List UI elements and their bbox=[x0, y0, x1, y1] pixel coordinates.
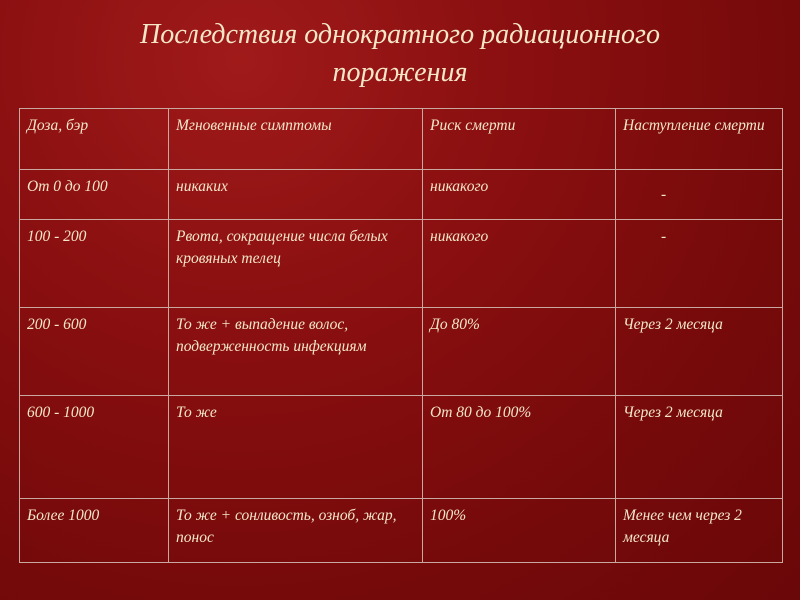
cell-death-risk: От 80 до 100% bbox=[423, 396, 616, 499]
cell-dose: 200 - 600 bbox=[20, 308, 169, 396]
cell-dose: 600 - 1000 bbox=[20, 396, 169, 499]
cell-symptoms: Рвота, сокращение числа белых кровяных телец bbox=[169, 220, 423, 308]
cell-symptoms: То же bbox=[169, 396, 423, 499]
table-row bbox=[20, 220, 783, 308]
cell-symptoms: никаких bbox=[169, 170, 423, 220]
cell-symptoms: То же + выпадение волос, подверженность инфекциям bbox=[169, 308, 423, 396]
slide-title-line1: Последствия однократного радиационного bbox=[140, 19, 660, 50]
cell-dose: 100 - 200 bbox=[20, 220, 169, 308]
header-cell-symptoms: Мгновенные симптомы bbox=[169, 109, 423, 170]
cell-death-risk: никакого bbox=[423, 220, 616, 308]
cell-death-onset bbox=[616, 170, 783, 220]
cell-death-onset bbox=[616, 220, 783, 308]
table-row bbox=[20, 499, 783, 563]
cell-symptoms: То же + сонливость, озноб, жар, понос bbox=[169, 499, 423, 563]
cell-death-onset: Через 2 месяца bbox=[616, 396, 783, 499]
radiation-effects-table bbox=[19, 108, 783, 563]
cell-death-onset: Через 2 месяца bbox=[616, 308, 783, 396]
slide-title bbox=[0, 16, 800, 92]
cell-death-onset-value: - bbox=[661, 186, 667, 203]
cell-death-onset: Менее чем через 2 месяца bbox=[616, 499, 783, 563]
cell-death-onset-value: - bbox=[661, 228, 667, 245]
cell-death-risk: никакого bbox=[423, 170, 616, 220]
cell-dose: Более 1000 bbox=[20, 499, 169, 563]
header-cell-death-onset: Наступление смерти bbox=[616, 109, 783, 170]
header-cell-dose: Доза, бэр bbox=[20, 109, 169, 170]
cell-death-risk: 100% bbox=[423, 499, 616, 563]
table-row bbox=[20, 308, 783, 396]
slide-title-line2: поражения bbox=[332, 57, 468, 88]
cell-dose: От 0 до 100 bbox=[20, 170, 169, 220]
cell-death-risk: До 80% bbox=[423, 308, 616, 396]
header-cell-death-risk: Риск смерти bbox=[423, 109, 616, 170]
table-row bbox=[20, 170, 783, 220]
table-row bbox=[20, 396, 783, 499]
table-header-row bbox=[20, 109, 783, 170]
